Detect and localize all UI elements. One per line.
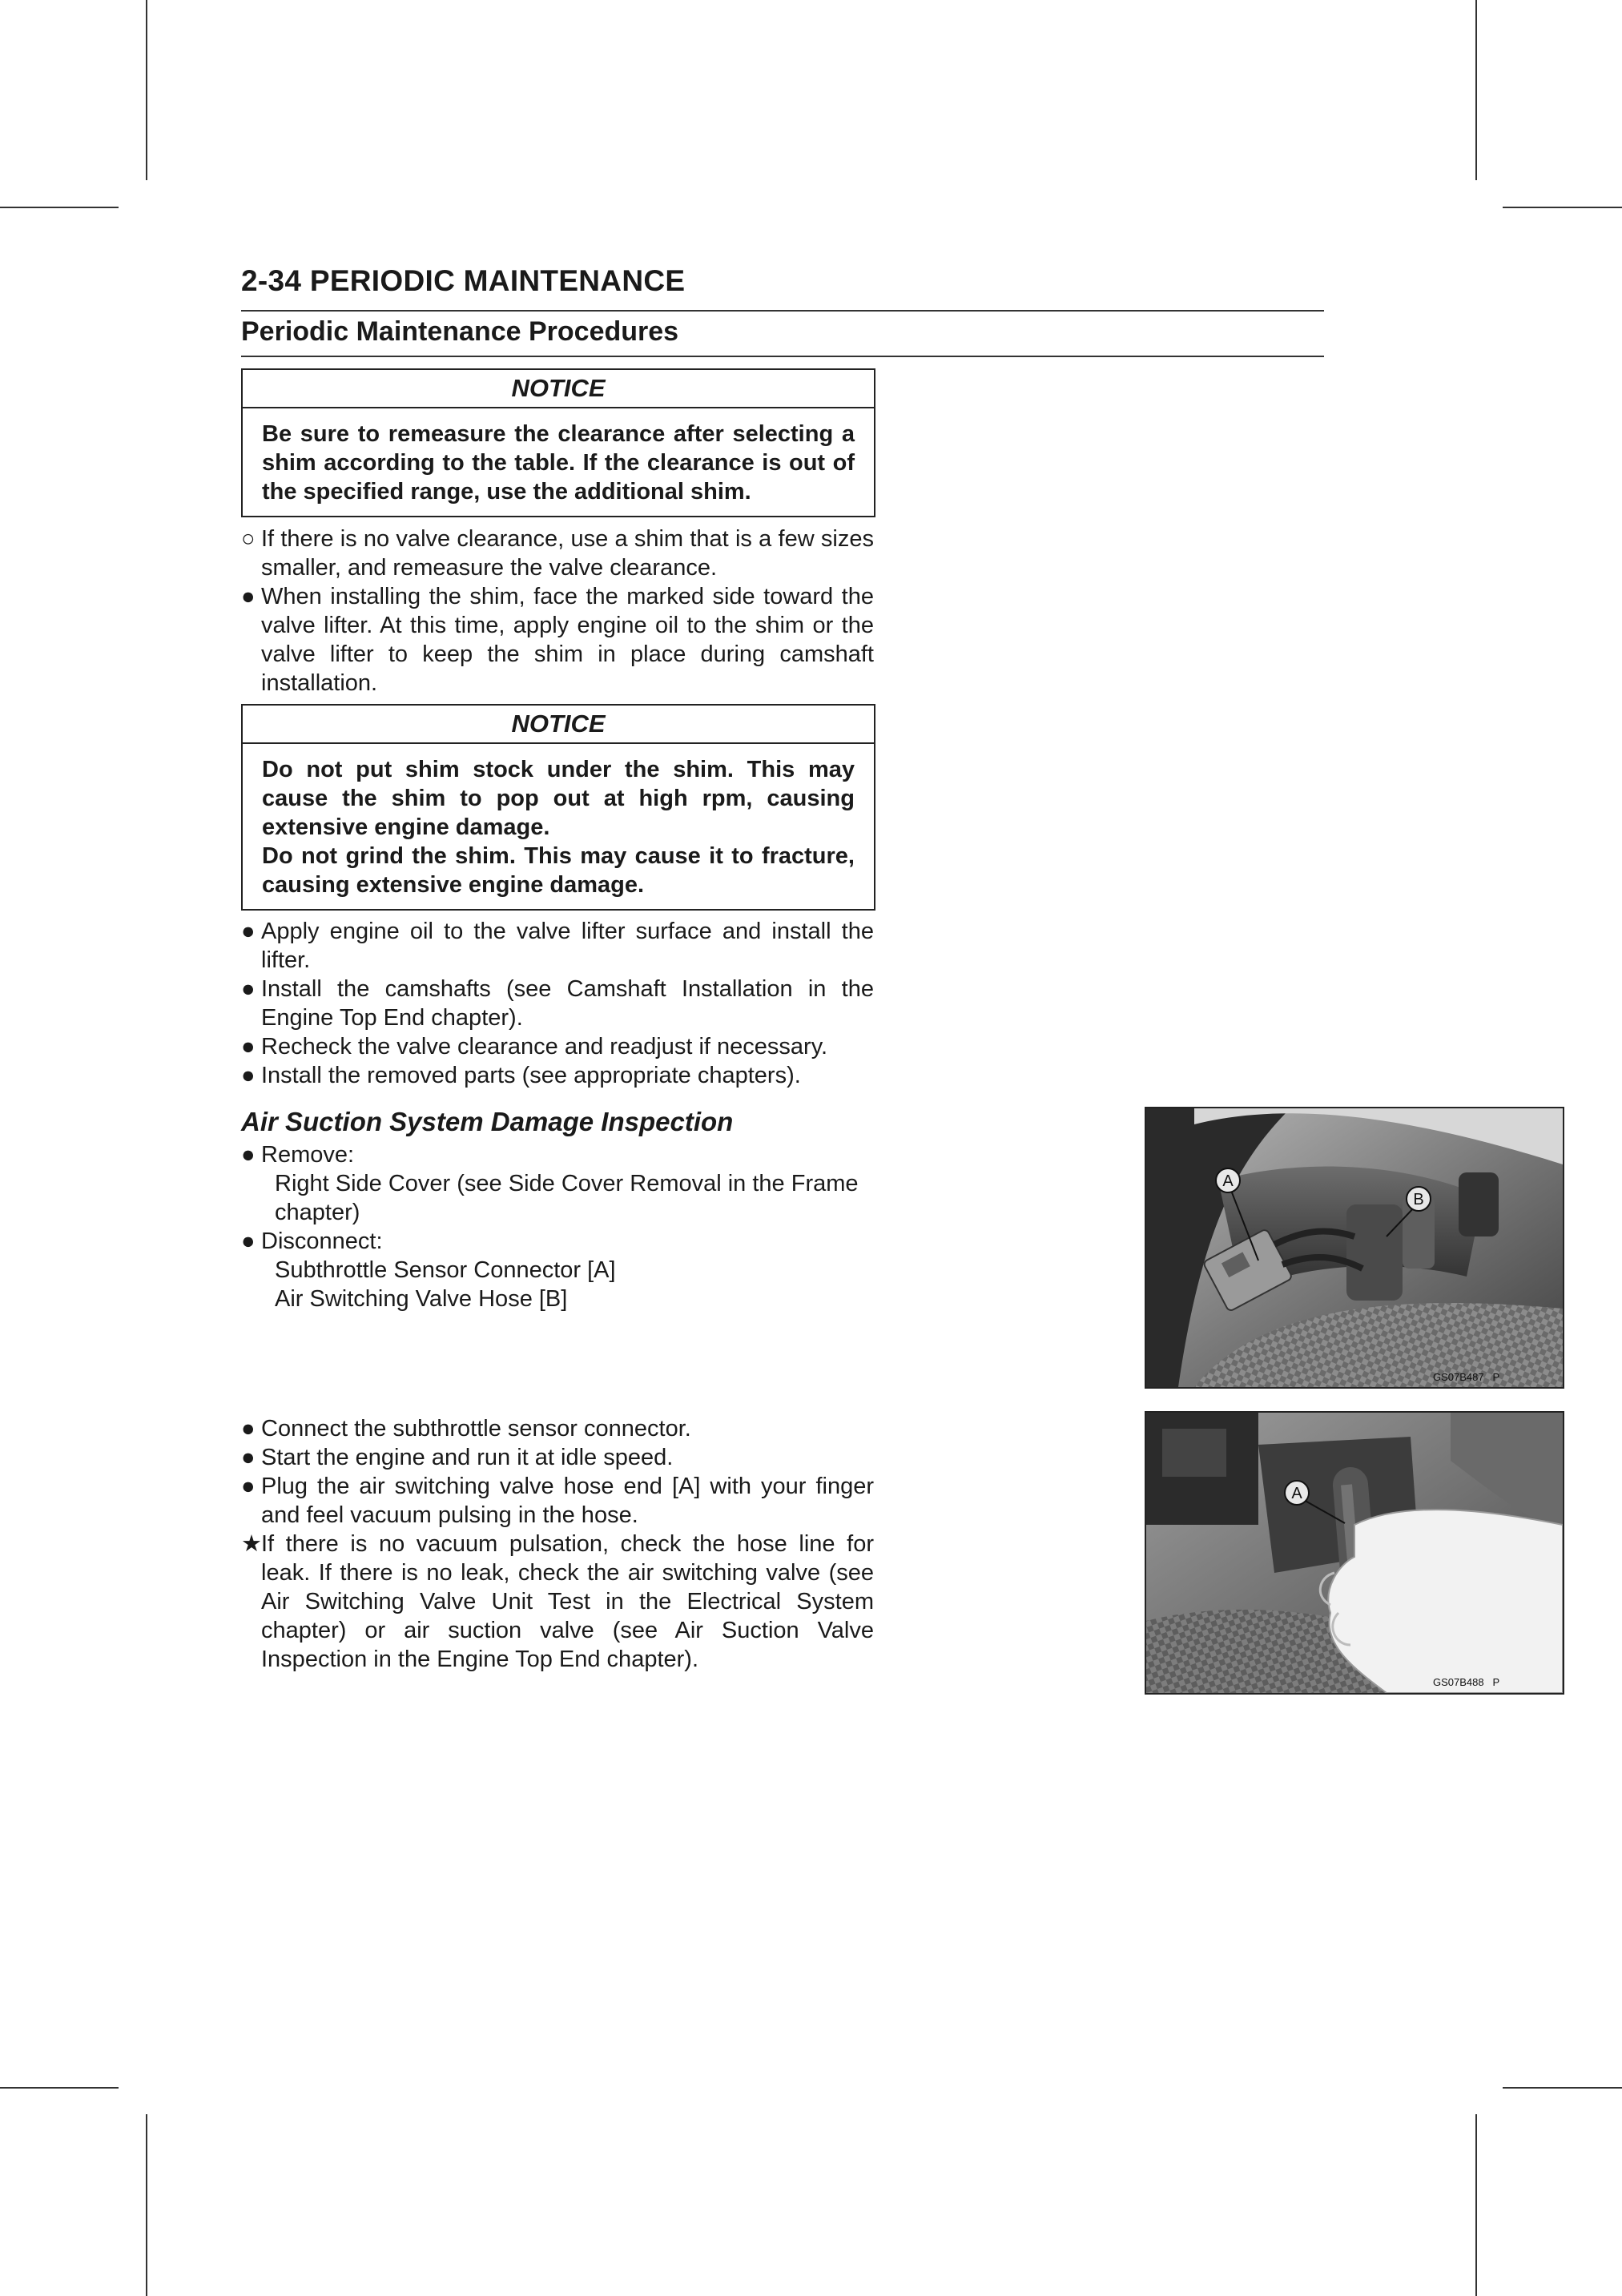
star-icon: ★ (241, 1531, 262, 1557)
list-item-text: Plug the air switching valve hose end [A] with your finger and feel vacuum pulsing in the hose. (261, 1474, 874, 1528)
list-item (241, 525, 874, 582)
hand-plugging-hose-illustration (1146, 1413, 1563, 1693)
list-item (241, 1061, 874, 1090)
bullet-icon: ● (241, 1416, 256, 1442)
notice-text: Be sure to remeasure the clearance after selecting a shim according to the table. If the clearance is out of the specified range, use the additional shim. (262, 421, 855, 505)
callout-a (1285, 1481, 1309, 1505)
crop-mark (146, 2114, 147, 2296)
crop-mark (1503, 207, 1622, 208)
list-item (241, 1140, 874, 1169)
list-item (241, 582, 874, 698)
list-item-text: Start the engine and run it at idle speed. (261, 1445, 674, 1470)
svg-text:A: A (1291, 1485, 1302, 1502)
list-item (241, 1472, 874, 1530)
list-item-text: Install the removed parts (see appropriate chapters). (261, 1063, 801, 1088)
list-item (241, 1530, 874, 1674)
sub-item: Subthrottle Sensor Connector [A] (275, 1257, 616, 1283)
bullet-icon: ● (241, 584, 256, 609)
figure-photo-2 (1145, 1411, 1564, 1695)
notice-box (241, 368, 875, 517)
crop-mark (1503, 2087, 1622, 2089)
figure-photo-1 (1145, 1107, 1564, 1389)
list-item-text: Apply engine oil to the valve lifter surface and install the lifter. (261, 919, 874, 973)
list-item (241, 1032, 874, 1061)
crop-mark (0, 207, 119, 208)
crop-mark (0, 2087, 119, 2089)
bullet-icon: ● (241, 1142, 256, 1168)
list-item-text: Install the camshafts (see Camshaft Installation in the Engine Top End chapter). (261, 976, 874, 1031)
subtitle-rule (241, 356, 1324, 357)
svg-text:A: A (1222, 1172, 1234, 1190)
bullet-icon: ● (241, 1034, 256, 1060)
engine-photo-illustration (1146, 1108, 1563, 1387)
callout-a (1216, 1168, 1240, 1192)
bullet-icon: ● (241, 1228, 256, 1254)
crop-mark (1475, 0, 1477, 180)
bullet-icon: ● (241, 1445, 256, 1470)
notice-paragraph: Do not grind the shim. This may cause it to fracture, causing extensive engine damage. (262, 843, 855, 898)
notice-text (243, 744, 874, 909)
bullet-icon: ● (241, 1063, 256, 1088)
crop-mark (1475, 2114, 1477, 2296)
list-item-text: Disconnect: (261, 1228, 383, 1254)
section-heading: Air Suction System Damage Inspection (241, 1107, 734, 1136)
list-item-text: When installing the shim, face the marked side toward the valve lifter. At this time, apply engine oil to the shim or the valve lifter to keep the shim in place during camshaft installation. (261, 584, 874, 696)
bullet-icon: ● (241, 1474, 256, 1499)
bullet-icon: ● (241, 919, 256, 944)
notice-heading: NOTICE (243, 370, 874, 408)
notice-box (241, 704, 875, 911)
list-item-text: Remove: (261, 1142, 355, 1168)
open-circle-icon: ○ (241, 526, 256, 552)
crop-mark (146, 0, 147, 180)
list-item-text: If there is no valve clearance, use a shim that is a few sizes smaller, and remeasure the valve clearance. (261, 526, 874, 581)
list-item (241, 1414, 874, 1443)
figure-code: GS07B487 P (1433, 1371, 1500, 1383)
bullet-icon: ● (241, 976, 256, 1002)
header-rule (241, 310, 1324, 312)
list-item (241, 1227, 874, 1256)
sub-item: Air Switching Valve Hose [B] (275, 1286, 568, 1312)
list-item-text: Recheck the valve clearance and readjust if necessary. (261, 1034, 828, 1060)
figure-code: GS07B488 P (1433, 1676, 1500, 1688)
notice-paragraph: Do not put shim stock under the shim. This may cause the shim to pop out at high rpm, causing extensive engine damage. (262, 757, 855, 840)
list-item (241, 975, 874, 1032)
svg-text:B: B (1413, 1191, 1424, 1208)
list-item (241, 1443, 874, 1472)
page-title: 2-34 PERIODIC MAINTENANCE (241, 264, 686, 297)
section-subtitle: Periodic Maintenance Procedures (241, 316, 679, 347)
list-item-text: Connect the subthrottle sensor connector. (261, 1416, 691, 1442)
notice-heading: NOTICE (243, 706, 874, 744)
list-item-text: If there is no vacuum pulsation, check the hose line for leak. If there is no leak, check the air switching valve (see Air Switching Valve Unit Test in the Electrical System chapter) or air suction valve (see Air Suction Valve Inspection in the Engine Top End chapter). (261, 1531, 874, 1672)
list-item (241, 917, 874, 975)
sub-item: Right Side Cover (see Side Cover Removal in the Frame chapter) (275, 1171, 859, 1225)
callout-b (1407, 1187, 1431, 1211)
